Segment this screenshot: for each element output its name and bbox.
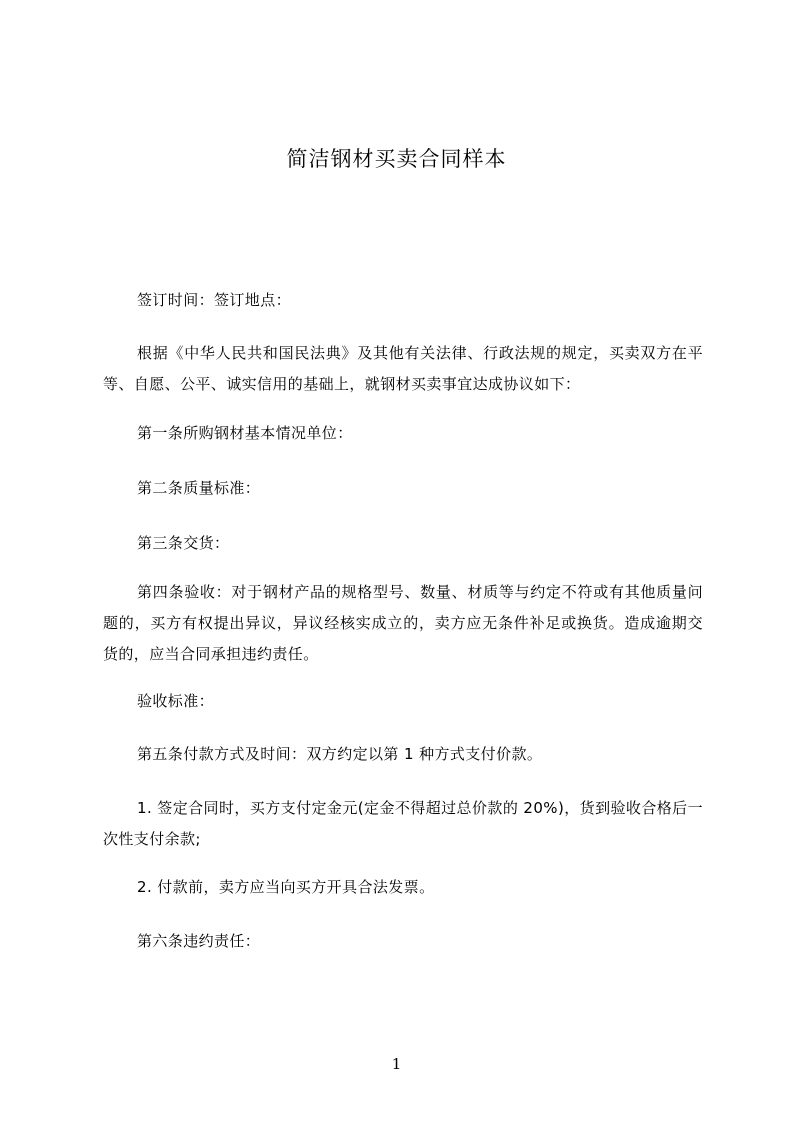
preamble-paragraph: 根据《中华人民共和国民法典》及其他有关法律、行政法规的规定，买卖双方在平等、自愿、公平、诚实信用的基础上，就钢材买卖事宜达成协议如下： [103,344,703,393]
article-5: 第五条付款方式及时间：双方约定以第 1 种方式支付价款。 [137,745,543,763]
article-3: 第三条交货： [137,534,230,552]
article-1: 第一条所购钢材基本情况单位： [137,424,353,442]
document-title: 简洁钢材买卖合同样本 [286,147,507,171]
payment-method-1: 1. 签定合同时，买方支付定金元(定金不得超过总价款的 20%)，货到验收合格后一次性支付余款; [103,799,703,848]
page-number: 1 [391,1055,402,1073]
article-2: 第二条质量标准： [137,479,261,497]
signing-info: 签订时间：签订地点： [137,291,292,309]
article-6: 第六条违约责任： [137,932,261,950]
payment-method-2: 2. 付款前，卖方应当向买方开具合法发票。 [137,878,435,896]
article-4: 第四条验收：对于钢材产品的规格型号、数量、材质等与约定不符或有其他质量问题的，买方有权提出异议，异议经核实成立的，卖方应无条件补足或换货。造成逾期交货的，应当合同承担违约责任。 [103,583,703,663]
acceptance-standard: 验收标准： [137,692,215,710]
